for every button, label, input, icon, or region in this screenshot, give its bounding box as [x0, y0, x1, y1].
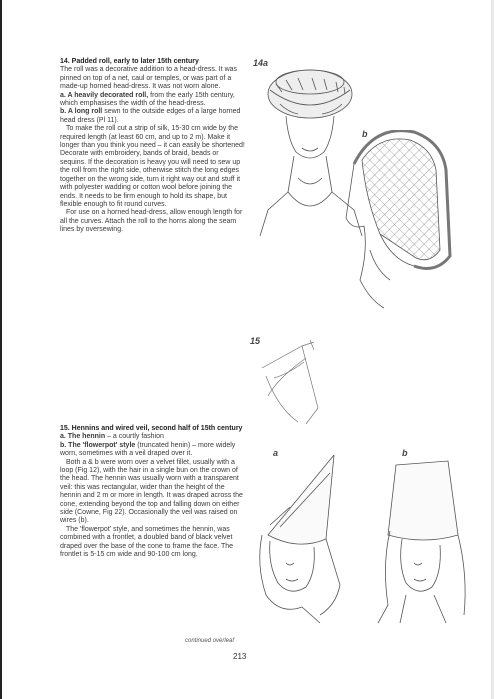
item-a-text: – a courtly fashion: [107, 433, 164, 441]
figure-15a-hennin-illustration: [250, 455, 370, 625]
section-14-para-2: For use on a horned head-dress, allow enough length for all the curves. Attach the roll to the horns along the seam lines by oversewing.: [60, 209, 243, 234]
figure-15b-flowerpot-hennin-illustration: [372, 455, 482, 625]
section-15-item-b: [60, 442, 245, 459]
section-14-item-a: [60, 92, 245, 109]
section-14-para-1: To make the roll cut a strip of silk, 15-30 cm wide by the required length (at least 60 cm, and up to 2 m). Make it longer than you think you need – it can easily be shortened! Decorate with embroidery, bands of braid, beads or sequins. If the decoration is heavy you will need to sew up the roll from the right side, otherwise stitch the long edges together on the wrong side, turn it right way out and stuff it with polyester wadding or cotton wool before joining the ends. It needs to be firm enough to hold its shape, but flexible enough to fit round curves.: [60, 125, 245, 208]
figure-label-15: 15: [250, 336, 261, 346]
figure-label-15a: a: [273, 448, 279, 458]
section-15-title: 15. Hennins and wired veil, second half of 15th century: [60, 425, 243, 432]
section-15-para-1: Both a & b were worn over a velvet fillet, usually with a loop (Fig 12), with the hair in a single bun on the crown of the head. The hennin was usually worn with a transparent veil: this was rectangular, wider than the height of the hennin and 2 m or more in length. It was draped across the cone, extending beyond the top and falling down on either side (Cowne, Fig 22). Occasionally the veil was raised on wires (b).: [60, 458, 243, 525]
figure-14b-horned-headdress-illustration: [340, 130, 455, 320]
section-15-item-a: [60, 433, 245, 441]
section-14-intro: The roll was a decorative addition to a head-dress. It was pinned on top of a net, caul or temples, or was part of a made-up horned head-dress. It was not worn alone.: [60, 66, 238, 91]
item-b-label: b. A long roll: [60, 108, 103, 116]
item-b-label: b. The 'flowerpot' style: [60, 441, 136, 449]
section-14-text: [60, 58, 245, 235]
section-15-text: [60, 425, 245, 560]
item-a-label: a. A heavily decorated roll,: [60, 91, 149, 99]
item-a-label: a. The hennin: [60, 433, 106, 441]
section-15-para-2: The 'flowerpot' style, and sometimes the hennin, was combined with a frontlet, a doubled band of black velvet draped over the base of the cone to frame the face. The frontlet is 5-15 cm wide and 90-100 cm long.: [60, 525, 234, 559]
figure-label-15b: b: [402, 448, 408, 458]
item-b-text: sewn to the outside edges of a large horned head dress (Pl 11).: [60, 108, 241, 124]
continued-note: continued overleaf: [185, 638, 235, 644]
figure-label-14b: b: [362, 129, 368, 139]
item-a-text: from the early 15th century, which emphasises the width of the head-dress.: [60, 91, 235, 108]
page-edge-left: [0, 0, 2, 699]
figure-label-14a: 14a: [253, 58, 269, 68]
page-number: 213: [233, 652, 247, 661]
item-b-text: (truncated henin) – more widely worn, sometimes with a veil draped over it.: [60, 441, 236, 458]
section-14-title: 14. Padded roll, early to later 15th century: [60, 58, 199, 65]
figure-15-wired-veil-illustration: [258, 338, 338, 428]
section-14-item-b: [60, 108, 245, 125]
